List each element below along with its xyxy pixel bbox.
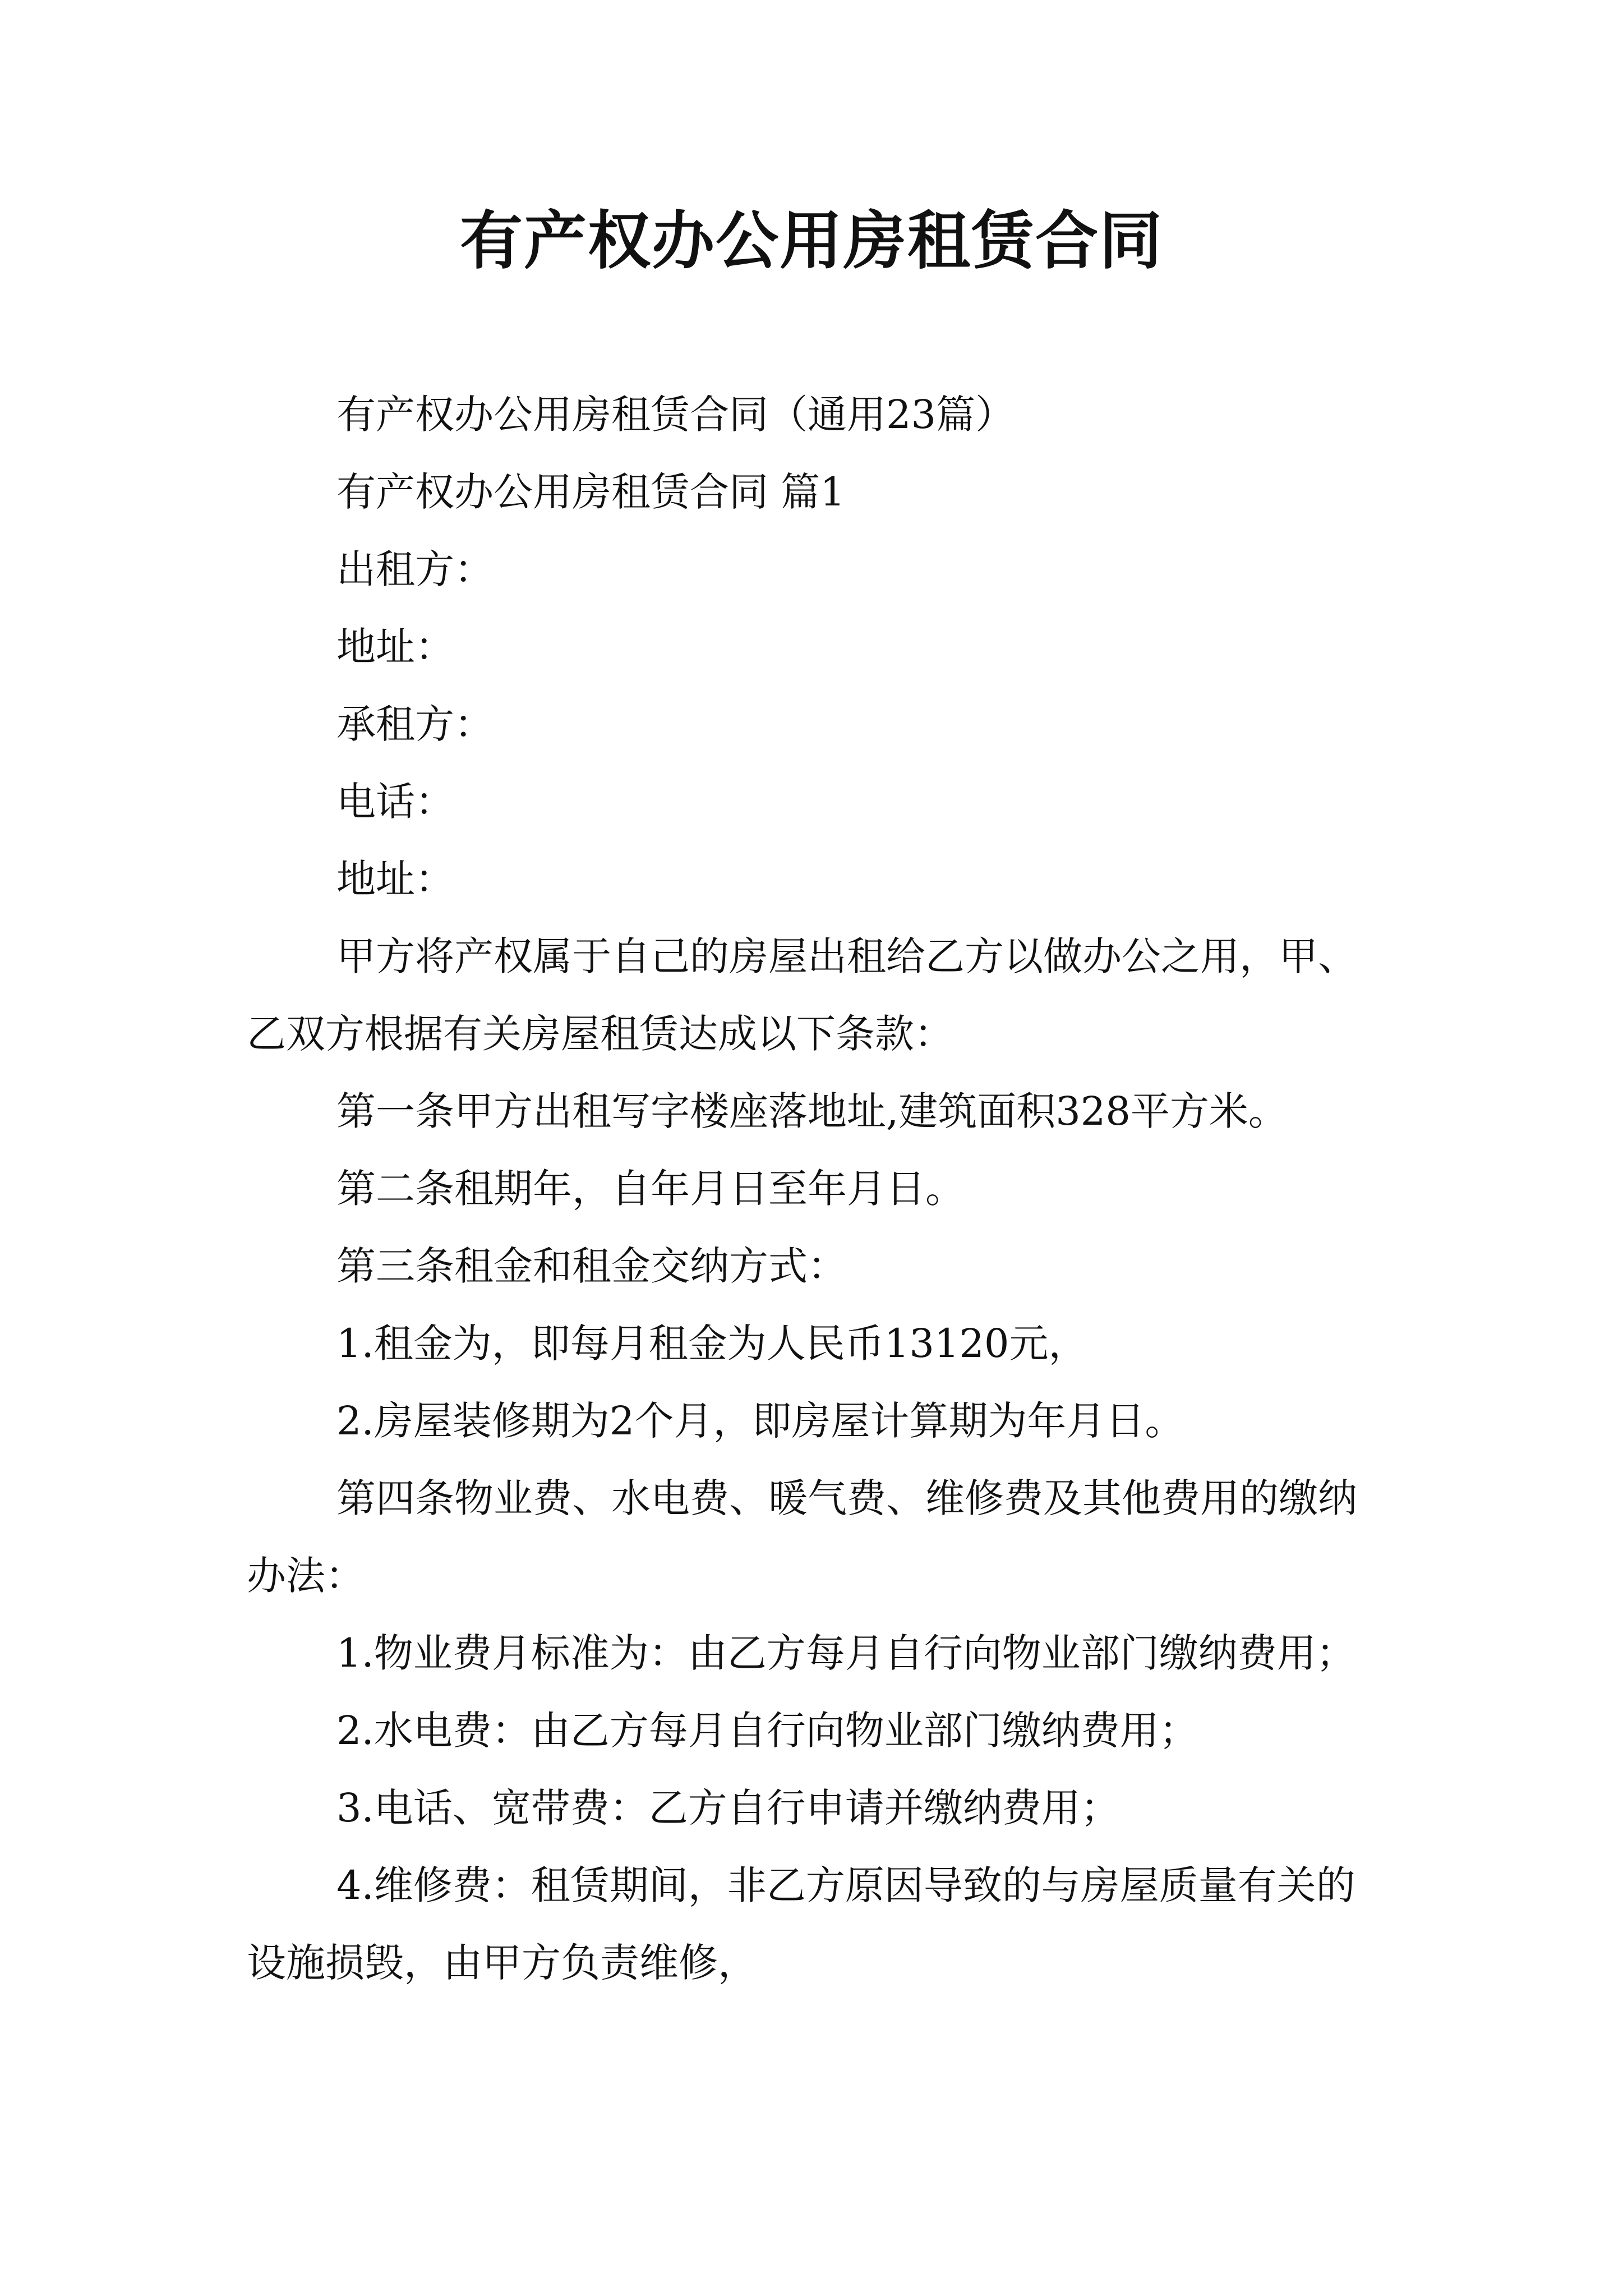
paragraph-section-heading: 有产权办公用房租赁合同 篇1: [336, 469, 845, 515]
paragraph-article-2: 第二条租期年，自年月日至年月日。: [336, 1166, 965, 1212]
paragraph-lessee-address: 地址：: [336, 856, 454, 902]
paragraph-article-4-item-2: 2.水电费：由乙方每月自行向物业部门缴纳费用；: [336, 1708, 1198, 1754]
paragraph-subtitle: 有产权办公用房租赁合同（通用23篇）: [336, 392, 1015, 438]
paragraph-article-4-item-1: 1.物业费月标准为：由乙方每月自行向物业部门缴纳费用；: [336, 1630, 1355, 1676]
document-body: [247, 376, 1391, 2001]
paragraph-article-3-item-2: 2.房屋装修期为2个月，即房屋计算期为年月日。: [336, 1398, 1184, 1444]
paragraph-lessor: 出租方：: [336, 546, 494, 592]
paragraph-lessor-address: 地址：: [336, 624, 454, 670]
paragraph-article-4-item-4: 4.维修费：租赁期间，非乙方原因导致的与房屋质量有关的设施损毁，由甲方负责维修，: [247, 1862, 1355, 1986]
paragraph-article-4-item-3: 3.电话、宽带费：乙方自行申请并缴纳费用；: [336, 1785, 1120, 1831]
paragraph-phone: 电话：: [336, 779, 454, 825]
document-title: 有产权办公用房租赁合同: [460, 205, 1163, 278]
paragraph-article-3: 第三条租金和租金交纳方式：: [336, 1243, 847, 1289]
paragraph-preamble: 甲方将产权属于自己的房屋出租给乙方以做办公之用，甲、乙双方根据有关房屋租赁达成以下条款：: [247, 933, 1357, 1057]
paragraph-article-3-item-1: 1.租金为，即每月租金为人民币13120元，: [336, 1320, 1088, 1366]
paragraph-article-1: 第一条甲方出租写字楼座落地址,建筑面积328平方米。: [336, 1088, 1288, 1134]
paragraph-article-4: 第四条物业费、水电费、暖气费、维修费及其他费用的缴纳办法：: [247, 1475, 1357, 1599]
paragraph-lessee: 承租方：: [336, 701, 494, 747]
